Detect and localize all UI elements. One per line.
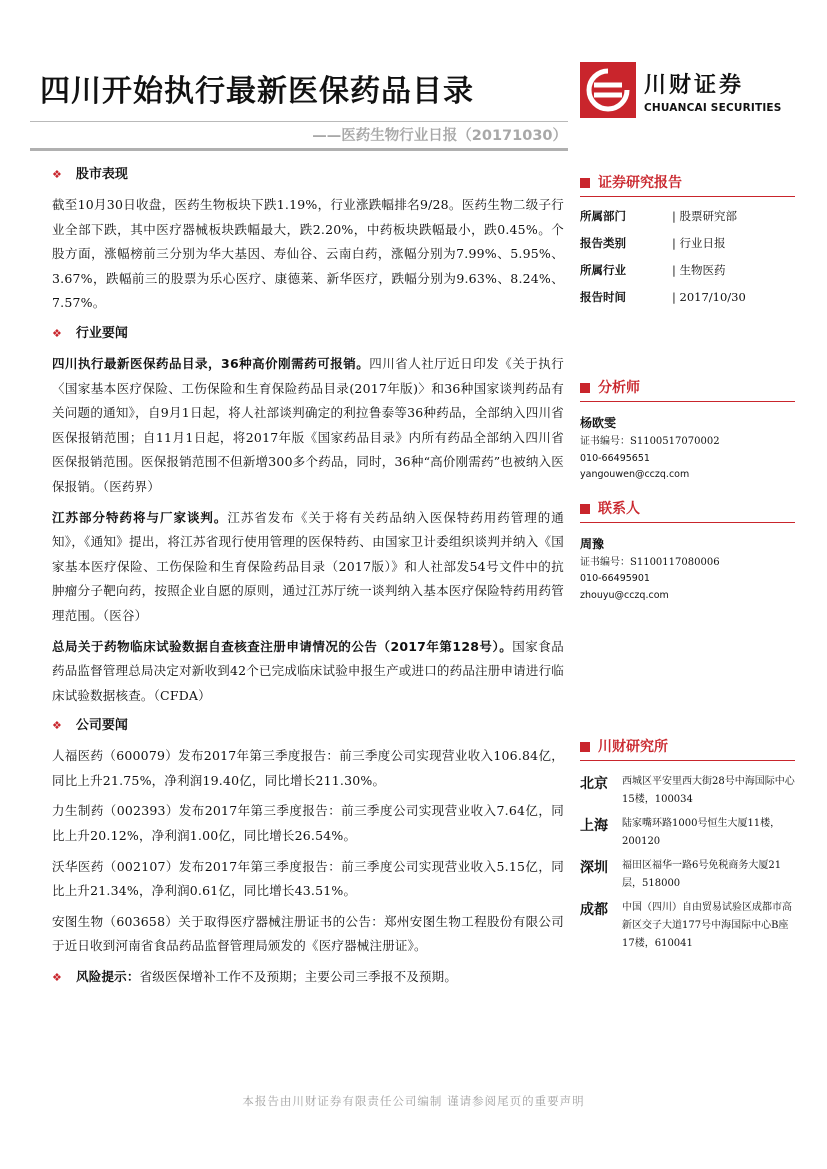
- company-logo: [580, 62, 780, 122]
- contact-cert: 证书编号：S1100117080006: [580, 556, 720, 568]
- industry-news-item: 四川执行最新医保药品目录，36种高价刚需药可报销。四川省人社厅近日印发《关于执行〈国家基本医疗保险、工伤保险和生育保险药品目录(2017年版)〉和36种国家谈判药品有关问题的通知》，自9月1日起，将人社部谈判确定的利拉鲁泰等36种药品，全部纳入四川省医保报销范围；自11月1日起，将2017年版《国家药品目录》内所有药品全部纳入四川省医保报销范围。医保报销范围不但新增300多个药品，同时，36种“高价刚需药”也被纳入医保报销。（医药界）: [52, 355, 564, 494]
- diamond-icon: ❖: [52, 168, 62, 181]
- title-rule: [30, 121, 568, 122]
- industry-news-item: 总局关于药物临床试验数据自查核查注册申请情况的公告（2017年第128号）。国家食品药品监督管理总局决定对新收到42个已完成临床试验申报生产或进口的药品注册申请进行临床试验数据核查。（CFDA）: [52, 638, 564, 703]
- analyst-card: [580, 412, 795, 484]
- info-row: 报告类别 | 行业日报: [580, 236, 726, 250]
- analyst-name: 杨欧雯: [580, 416, 617, 430]
- analyst-phone: 010-66495651: [580, 452, 650, 464]
- square-bullet-icon: [580, 504, 590, 514]
- office-address: 北京 西城区平安里西大街28号中海国际中心15楼，100034: [580, 776, 795, 805]
- company-news-item: 力生制药（002393）发布2017年第三季度报告：前三季度公司实现营业收入7.64亿，同比上升20.12%，净利润1.00亿，同比增长26.54%。: [52, 803, 564, 844]
- office-address: 上海 陆家嘴环路1000号恒生大厦11楼，200120: [580, 818, 781, 847]
- subtitle-rule: [30, 148, 568, 151]
- sidebar-heading-institute: 川财研究所: [580, 734, 795, 761]
- page-footer: 本报告由川财证券有限责任公司编制 谨请参阅尾页的重要声明: [242, 1094, 585, 1108]
- company-news-item: 人福医药（600079）发布2017年第三季度报告：前三季度公司实现营业收入106.84亿，同比上升21.75%，净利润19.40亿，同比增长211.30%。: [52, 748, 564, 788]
- section-heading-industry: ❖ 行业要闻: [52, 322, 564, 346]
- info-row: 报告时间 | 2017/10/30: [580, 290, 746, 304]
- square-bullet-icon: [580, 383, 590, 393]
- market-paragraph: 截至10月30日收盘，医药生物板块下跌1.19%，行业涨跌幅排名9/28。医药生物二级子行业全部下跌，其中医疗器械板块跌幅最大，跌2.20%，中药板块跌幅最小，跌0.45%。个股方面，涨幅榜前三分别为华大基因、寿仙谷、云南白药，涨幅分别为7.99%、5.95%、3.67%，跌幅前三的股票为乐心医疗、康德莱、新华医疗，跌幅分别为9.63%、8.24%、7.57%。: [52, 197, 564, 311]
- office-address: 成都 中国（四川）自由贸易试验区成都市高新区交子大道177号中海国际中心B座17楼，610041: [580, 902, 792, 949]
- main-content: [52, 160, 564, 997]
- logo-mark-icon: [580, 62, 636, 118]
- diamond-icon: ❖: [52, 326, 62, 340]
- section-heading-company: ❖ 公司要闻: [52, 714, 564, 738]
- office-address: 深圳 福田区福华一路6号免税商务大厦21层，518000: [580, 860, 782, 889]
- contact-name: 周豫: [580, 536, 605, 551]
- report-title: 四川开始执行最新医保药品目录: [40, 74, 474, 109]
- square-bullet-icon: [580, 742, 590, 752]
- analyst-cert: 证书编号：S1100517070002: [580, 436, 720, 447]
- diamond-icon: ❖: [52, 719, 62, 733]
- analyst-email: yangouwen@cczq.com: [580, 469, 690, 480]
- logo-text-cn: 川财证券: [644, 73, 745, 98]
- logo-text-en: CHUANCAI SECURITIES: [644, 102, 782, 114]
- contact-phone: 010-66495901: [580, 573, 650, 584]
- diamond-icon: ❖: [52, 971, 63, 985]
- report-subtitle: ——医药生物行业日报（20171030）: [312, 128, 567, 144]
- info-row: 所属部门 | 股票研究部: [580, 209, 738, 223]
- sidebar: [580, 170, 795, 953]
- risk-warning: ❖ 风险提示：省级医保增补工作不及预期；主要公司三季报不及预期。: [52, 965, 564, 991]
- square-bullet-icon: [580, 178, 590, 188]
- contact-email: zhouyu@cczq.com: [580, 589, 669, 601]
- sidebar-heading-report: 证券研究报告: [580, 170, 795, 197]
- section-heading-market: ❖ 股市表现: [52, 163, 564, 187]
- info-row: 所属行业 | 生物医药: [580, 263, 726, 277]
- company-news-item: 沃华医药（002107）发布2017年第三季度报告：前三季度公司实现营业收入5.15亿，同比上升21.34%，净利润0.61亿，同比增长43.51%。: [52, 858, 564, 899]
- contact-card: [580, 533, 795, 605]
- company-news-item: 安图生物（603658）关于取得医疗器械注册证书的公告：郑州安图生物工程股份有限公司于近日收到河南省食品药品监督管理局颁发的《医疗器械注册证》。: [52, 913, 564, 954]
- sidebar-heading-analyst: 分析师: [580, 375, 795, 402]
- industry-news-item: 江苏部分特药将与厂家谈判。江苏省发布《关于将有关药品纳入医保特药用药管理的通知》，《通知》提出，将江苏省现行使用管理的医保特药、由国家卫计委组织谈判并纳入《国家基本医疗保险、工伤保险和生育保险药品目录（2017版）》和人社部发54号文件中的抗肿瘤分子靶向药，按照企业自愿的原则，通过江苏厅统一谈判纳入基本医疗保险特药用药管理范围。（医谷）: [52, 509, 564, 623]
- sidebar-heading-contact: 联系人: [580, 496, 795, 523]
